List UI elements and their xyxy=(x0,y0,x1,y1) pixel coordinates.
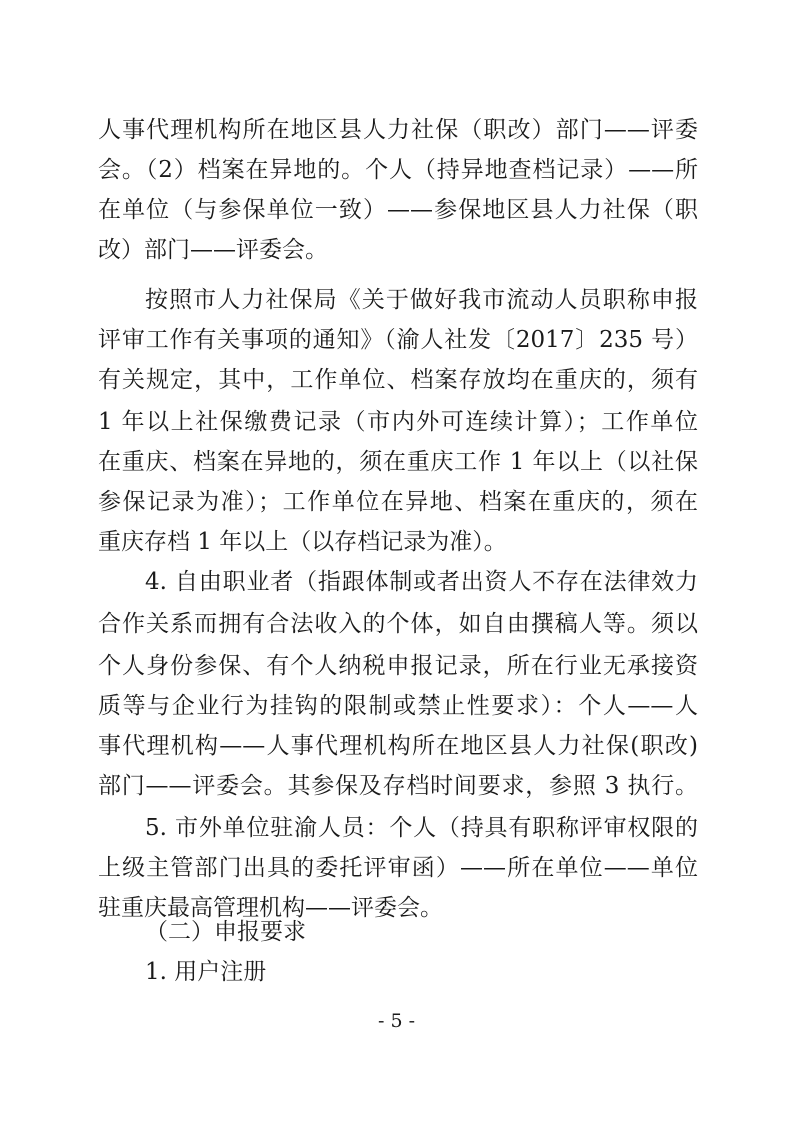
paragraph-line: 在单位（与参保单位一致）——参保地区县人力社保（职 xyxy=(98,197,698,223)
paragraph-line: 事代理机构——人事代理机构所在地区县人力社保(职改) xyxy=(98,733,698,759)
paragraph-line: 会。（2）档案在异地的。个人（持异地查档记录）——所 xyxy=(98,157,698,183)
paragraph-line: 按照市人力社保局《关于做好我市流动人员职称申报 xyxy=(145,287,698,313)
paragraph-line: 上级主管部门出具的委托评审函）——所在单位——单位 xyxy=(98,855,698,881)
paragraph-line: 4. 自由职业者（指跟体制或者出资人不存在法律效力 xyxy=(145,569,698,595)
paragraph-line: 参保记录为准）；工作单位在异地、档案在重庆的，须在 xyxy=(98,489,698,515)
paragraph-line: 合作关系而拥有合法收入的个体，如自由撰稿人等。须以 xyxy=(98,611,698,637)
paragraph-line: 1 年以上社保缴费记录（市内外可连续计算）；工作单位 xyxy=(98,409,698,435)
paragraph-line: 5. 市外单位驻渝人员：个人（持具有职称评审权限的 xyxy=(145,815,698,841)
page-number: - 5 - xyxy=(377,1010,415,1032)
paragraph-line: 有关规定，其中，工作单位、档案存放均在重庆的，须有 xyxy=(98,367,698,393)
paragraph-line: 改）部门——评委会。 xyxy=(98,237,328,263)
paragraph-line: 驻重庆最高管理机构——评委会。 xyxy=(98,895,443,921)
sub-heading: 1. 用户注册 xyxy=(145,959,267,985)
paragraph-line: 个人身份参保、有个人纳税申报记录，所在行业无承接资 xyxy=(98,653,698,679)
paragraph-line: 重庆存档 1 年以上（以存档记录为准）。 xyxy=(98,529,507,555)
paragraph-line: 部门——评委会。其参保及存档时间要求，参照 3 执行。 xyxy=(98,773,698,799)
paragraph-line: 在重庆、档案在异地的，须在重庆工作 1 年以上（以社保 xyxy=(98,449,698,475)
paragraph-line: 人事代理机构所在地区县人力社保（职改）部门——评委 xyxy=(98,117,698,143)
paragraph-line: 评审工作有关事项的通知》（渝人社发〔2017〕235 号） xyxy=(98,327,698,353)
paragraph-line: 质等与企业行为挂钩的限制或禁止性要求）：个人——人 xyxy=(98,693,698,719)
section-heading: （二）申报要求 xyxy=(145,919,306,945)
